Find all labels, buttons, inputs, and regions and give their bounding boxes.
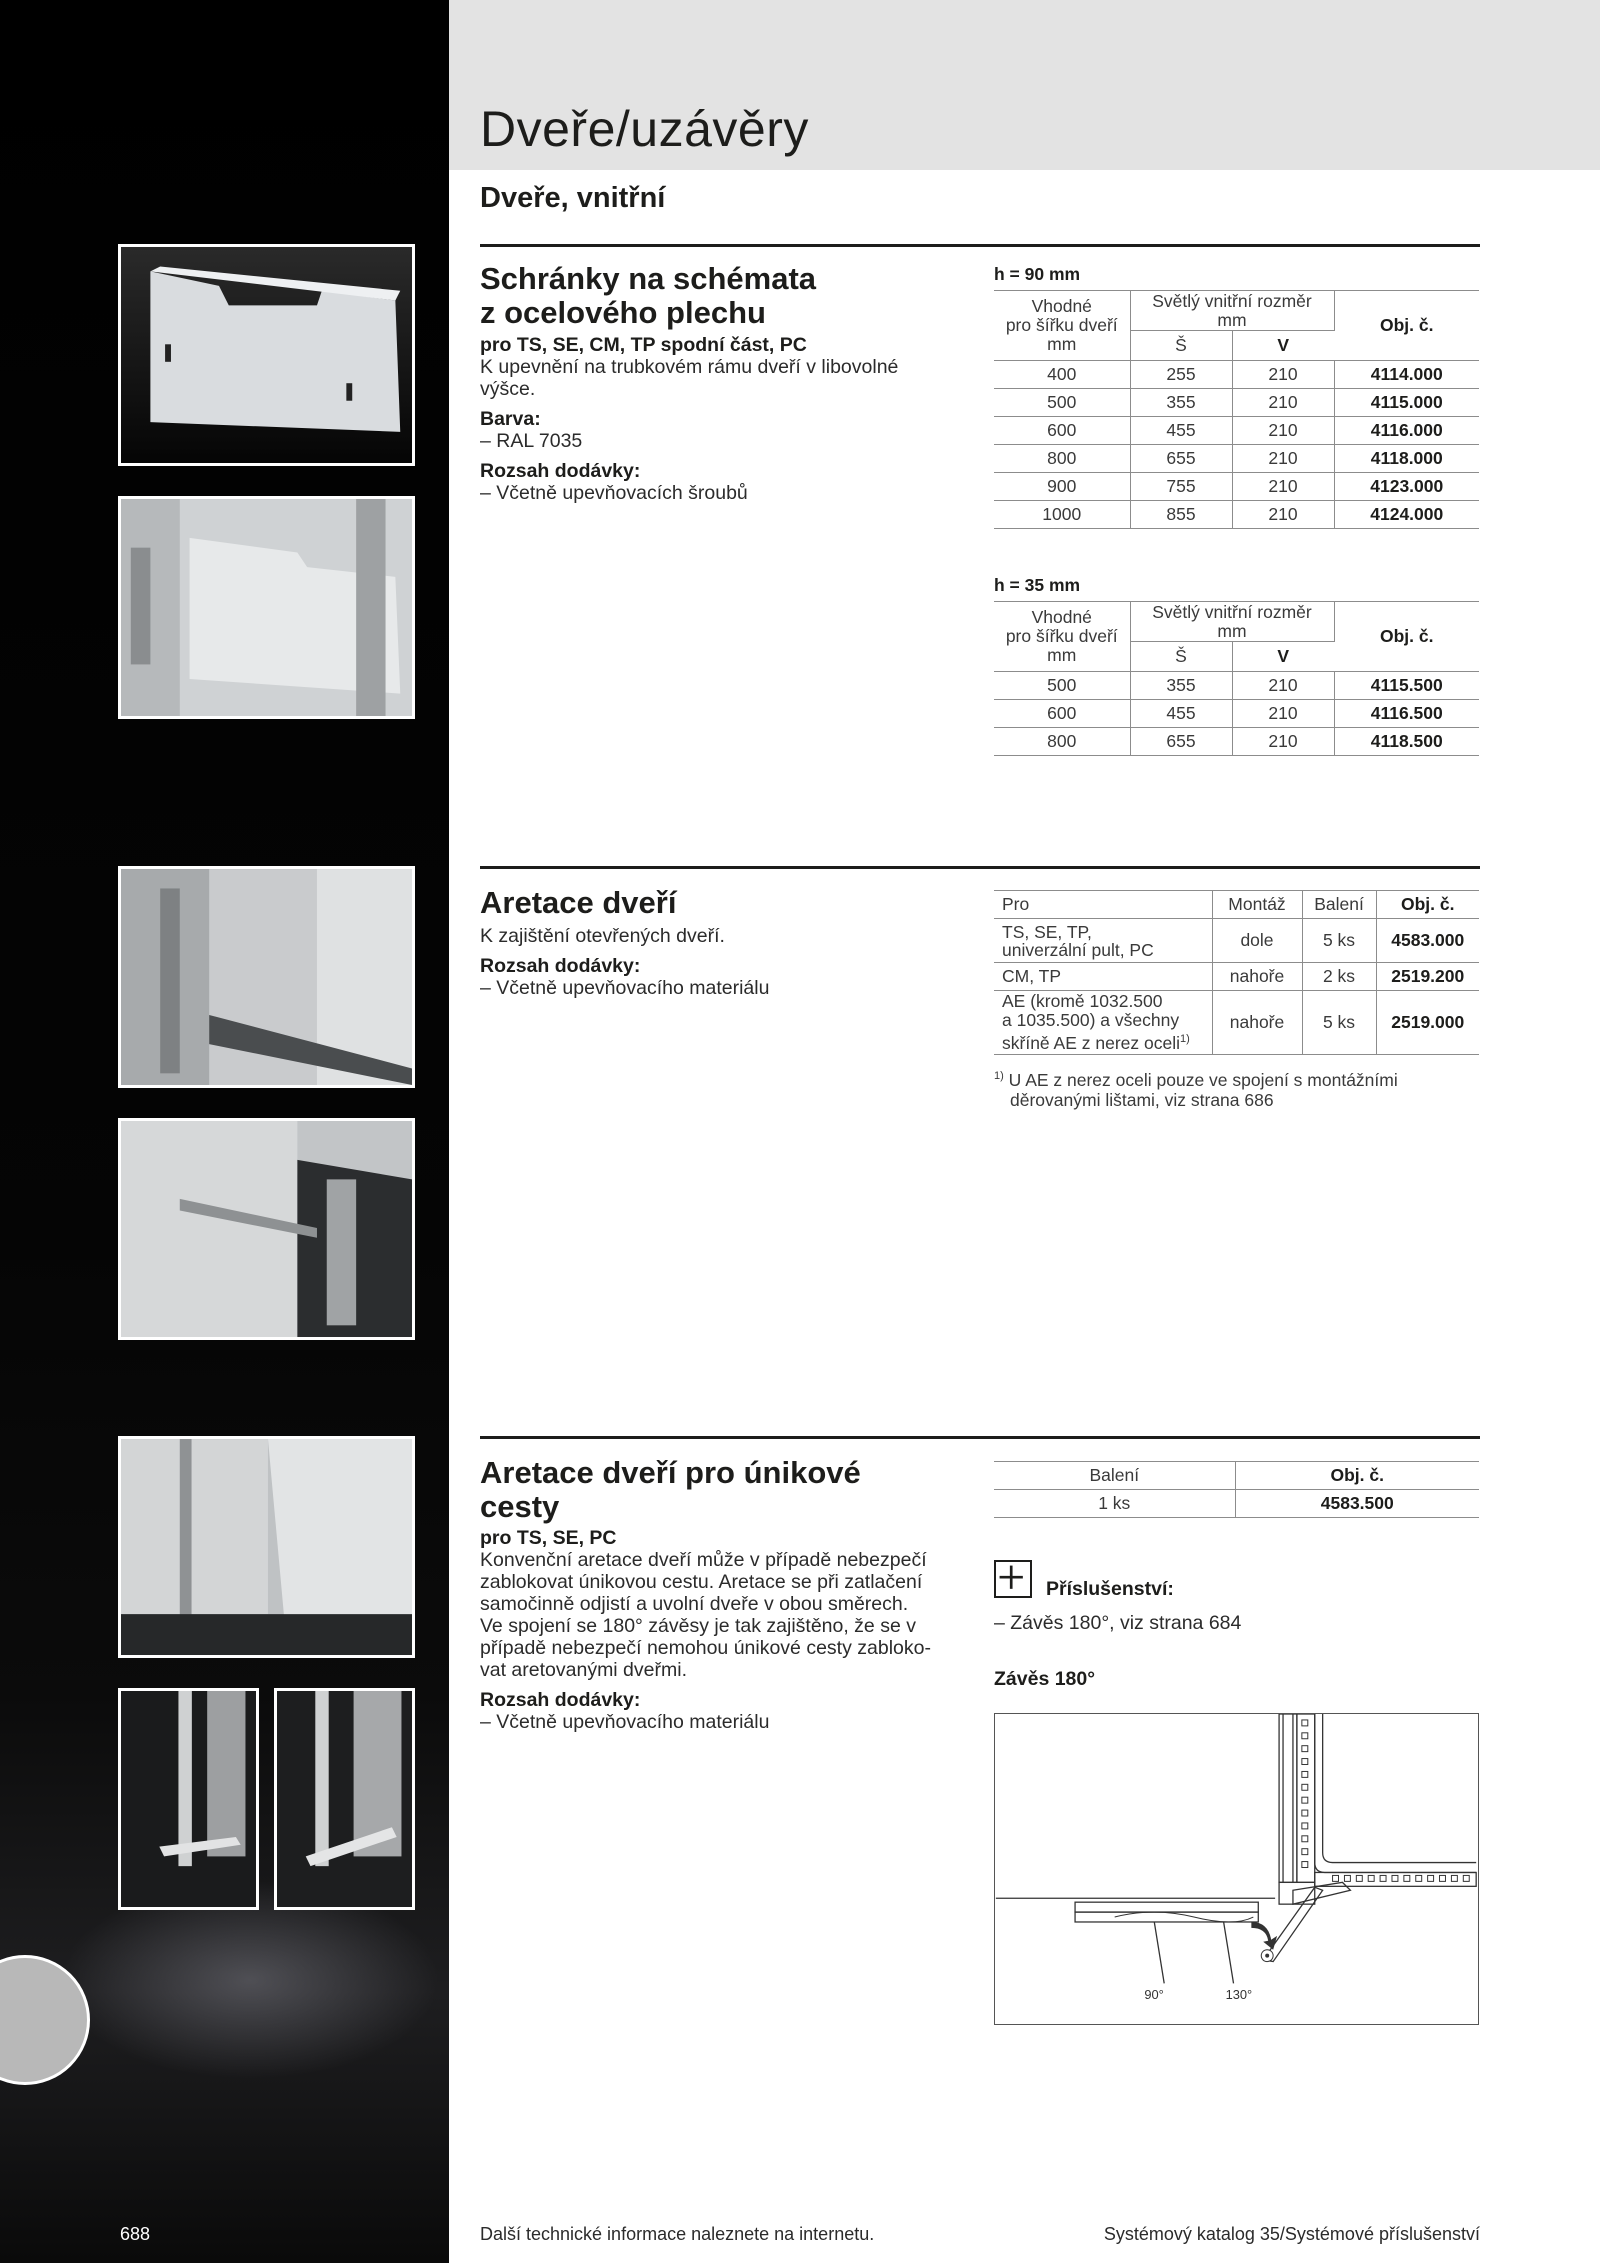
table-row [994,501,1479,529]
footer-left: Další technické informace naleznete na internetu. [480,2224,875,2244]
table90-cell-obj: 4124.000 [1334,501,1479,529]
product-photo-door-stay-1 [118,866,415,1088]
table90-cell-w: 255 [1130,361,1232,389]
stay-row2-pro: CM, TP [994,963,1212,991]
rail-hole [1302,1797,1308,1803]
table90-cell-width: 600 [994,417,1130,445]
table90-cell-obj: 4118.000 [1334,445,1479,473]
table90-cell-v: 210 [1232,473,1334,501]
table90-cell-v: 210 [1232,445,1334,473]
table35-header-dim: Světlý vnitřní rozměr mm [1130,602,1334,642]
rail-hole [1333,1875,1339,1881]
table35-cell-width: 600 [994,700,1130,728]
section2-rule [480,866,1480,869]
section3-description-line: Ve spojení se 180° závěsy je tak zajištěno, že se v [480,1615,916,1637]
table35-cell-v: 210 [1232,700,1334,728]
stay-header-pro: Pro [994,891,1212,919]
section1-subheading: pro TS, SE, CM, TP spodní část, PC [480,334,807,356]
rail-hole [1440,1875,1446,1881]
section3-description [480,1549,960,1681]
section1-color-label: Barva: [480,408,541,430]
table35-cell-width: 500 [994,672,1130,700]
table35-cell-w: 355 [1130,672,1232,700]
hinge-diagram [994,1713,1479,2025]
rail-hole [1451,1875,1457,1881]
angle-130-label: 130° [1225,1987,1253,2003]
table35-cell-w: 455 [1130,700,1232,728]
escape-header-pack: Balení [994,1462,1235,1490]
section2-description: K zajištění otevřených dveří. [480,925,725,947]
product-photo-installed-pocket [118,496,415,719]
rail-hole [1302,1784,1308,1790]
diagram-title: Závěs 180° [994,1668,1096,1690]
section3-description-line: případě nebezpečí nemohou únikové cesty zabloko- [480,1637,931,1659]
table90-header-width: Vhodné pro šířku dveří mm [994,291,1130,361]
escape-header-obj: Obj. č. [1235,1462,1479,1490]
plus-icon [994,1560,1032,1598]
section3-description-line: zablokovat únikovou cestu. Aretace se při zatlačení [480,1571,923,1593]
table90-header-dim: Světlý vnitřní rozměr mm [1130,291,1334,331]
table-row [994,672,1479,700]
table-escape-stay [994,1461,1479,1518]
table35-header-w: Š [1130,642,1232,672]
table90-cell-width: 800 [994,445,1130,473]
section-subtitle: Dveře, vnitřní [480,182,666,214]
table90-header-obj: Obj. č. [1334,291,1479,361]
section2-scope-label: Rozsah dodávky: [480,955,641,977]
section1-text [480,334,940,504]
section3-scope-label: Rozsah dodávky: [480,1689,641,1711]
page-number: 688 [120,2224,151,2244]
rail-hole [1392,1875,1398,1881]
table90-cell-width: 500 [994,389,1130,417]
table35-cell-obj: 4116.500 [1334,700,1479,728]
section1-color-value: – RAL 7035 [480,430,583,452]
stay-row3-pack: 5 ks [1302,991,1376,1055]
rail-hole [1302,1771,1308,1777]
table-row [994,728,1479,756]
table-row [994,389,1479,417]
table90-cell-w: 455 [1130,417,1232,445]
table90-cell-obj: 4115.000 [1334,389,1479,417]
rail-hole [1416,1875,1422,1881]
table35-cell-v: 210 [1232,728,1334,756]
stay-row1-mount: dole [1212,919,1302,963]
table35-cell-w: 655 [1130,728,1232,756]
table-row [994,361,1479,389]
product-photo-escape-stay-detail-2 [274,1688,415,1910]
table90-cell-w: 755 [1130,473,1232,501]
angle-90-label: 90° [1144,1987,1164,2003]
stay-row2-obj: 2519.200 [1376,963,1479,991]
stay-header-obj: Obj. č. [1376,891,1479,919]
rail-hole [1302,1720,1308,1726]
section1-description: K upevnění na trubkovém rámu dveří v libovolné výšce. [480,356,899,400]
section1-rule [480,244,1480,247]
rail-hole [1302,1836,1308,1842]
rail-hole [1302,1810,1308,1816]
section1-scope-value: – Včetně upevňovacích šroubů [480,482,748,504]
section3-heading: Aretace dveří pro únikové cesty [480,1455,861,1524]
table35-header-width: Vhodné pro šířku dveří mm [994,602,1130,672]
section1-scope-label: Rozsah dodávky: [480,460,641,482]
section1-heading-line1: Schránky na schémata [480,261,817,296]
rail-hole [1302,1862,1308,1868]
product-photo-escape-stay [118,1436,415,1658]
rail-hole [1380,1875,1386,1881]
sidebar-glow [60,1880,440,2080]
section1-heading [480,262,816,330]
rail-hole [1368,1875,1374,1881]
table90-cell-v: 210 [1232,389,1334,417]
table-h90 [994,290,1479,529]
table35-cell-v: 210 [1232,672,1334,700]
stay-row3-pro: AE (kromě 1032.500 a 1035.500) a všechny skříně AE z nerez oceli$^{1)}$ [994,991,1212,1055]
section3-scope-value: – Včetně upevňovacího materiálu [480,1711,770,1733]
page-title: Dveře/uzávěry [480,101,809,157]
rail-hole [1463,1875,1469,1881]
rail-hole [1302,1746,1308,1752]
table90-cell-w: 355 [1130,389,1232,417]
section3-description-line: vat aretovanými dveřmi. [480,1659,687,1681]
section1-heading-line2: z ocelového plechu [480,295,766,330]
rail-hole [1344,1875,1350,1881]
table-door-stay [994,890,1479,1055]
hinge-diagram-drawing [995,1714,1477,2023]
table35-header-v: V [1232,642,1334,672]
stay-row1-pro: TS, SE, TP, univerzální pult, PC [994,919,1212,963]
rail-hole [1302,1733,1308,1739]
section2-text [480,925,940,999]
section3-description-line: Konvenční aretace dveří může v případě nebezpečí [480,1549,927,1571]
stay-header-pack: Balení [1302,891,1376,919]
stay-row2-pack: 2 ks [1302,963,1376,991]
footer-right: Systémový katalog 35/Systémové příslušenství [1103,2224,1480,2244]
product-photo-schematic-pocket [118,244,415,466]
accessories-label: Příslušenství: [1046,1578,1174,1600]
escape-row1-obj: 4583.500 [1235,1490,1479,1518]
table90-header-w: Š [1130,331,1232,361]
table90-cell-obj: 4123.000 [1334,473,1479,501]
stay-row2-mount: nahoře [1212,963,1302,991]
product-photo-door-stay-2 [118,1118,415,1340]
table35-label: h = 35 mm [994,575,1081,595]
table90-cell-obj: 4116.000 [1334,417,1479,445]
rail-hole [1404,1875,1410,1881]
table-row [994,473,1479,501]
table-row [994,445,1479,473]
section2-scope-value: – Včetně upevňovacího materiálu [480,977,770,999]
section2-footnote: $^{1)}$ U AE z nerez oceli pouze ve spojení s montážními děrovanými lištami, viz strana 686 [994,1069,1398,1110]
table35-header-obj: Obj. č. [1334,602,1479,672]
table90-cell-width: 900 [994,473,1130,501]
table90-cell-width: 1000 [994,501,1130,529]
table90-cell-w: 655 [1130,445,1232,473]
section3-rule [480,1436,1480,1439]
table90-cell-w: 855 [1130,501,1232,529]
rail-hole [1302,1759,1308,1765]
rail-hole [1428,1875,1434,1881]
table90-cell-obj: 4114.000 [1334,361,1479,389]
table-row [994,700,1479,728]
table90-label: h = 90 mm [994,264,1081,284]
section3-subheading: pro TS, SE, PC [480,1527,617,1549]
stay-row1-pack: 5 ks [1302,919,1376,963]
stay-row1-obj: 4583.000 [1376,919,1479,963]
product-photo-escape-stay-detail-1 [118,1688,259,1910]
table90-cell-v: 210 [1232,501,1334,529]
table35-cell-obj: 4115.500 [1334,672,1479,700]
accessories-item: – Závěs 180°, viz strana 684 [994,1612,1242,1634]
escape-row1-pack: 1 ks [994,1490,1235,1518]
table35-cell-obj: 4118.500 [1334,728,1479,756]
table90-cell-width: 400 [994,361,1130,389]
table90-cell-v: 210 [1232,361,1334,389]
section2-heading: Aretace dveří [480,885,677,920]
rail-hole [1302,1823,1308,1829]
stay-row3-obj: 2519.000 [1376,991,1479,1055]
section3-description-line: samočinně odjistí a uvolní dveře v obou směrech. [480,1593,909,1615]
rail-hole [1356,1875,1362,1881]
table-row [994,417,1479,445]
stay-row3-mount: nahoře [1212,991,1302,1055]
table90-header-v: V [1232,331,1334,361]
table35-cell-width: 800 [994,728,1130,756]
section3-text [480,1527,960,1733]
stay-header-mount: Montáž [1212,891,1302,919]
rail-hole [1302,1849,1308,1855]
table-h35 [994,601,1479,756]
table90-cell-v: 210 [1232,417,1334,445]
